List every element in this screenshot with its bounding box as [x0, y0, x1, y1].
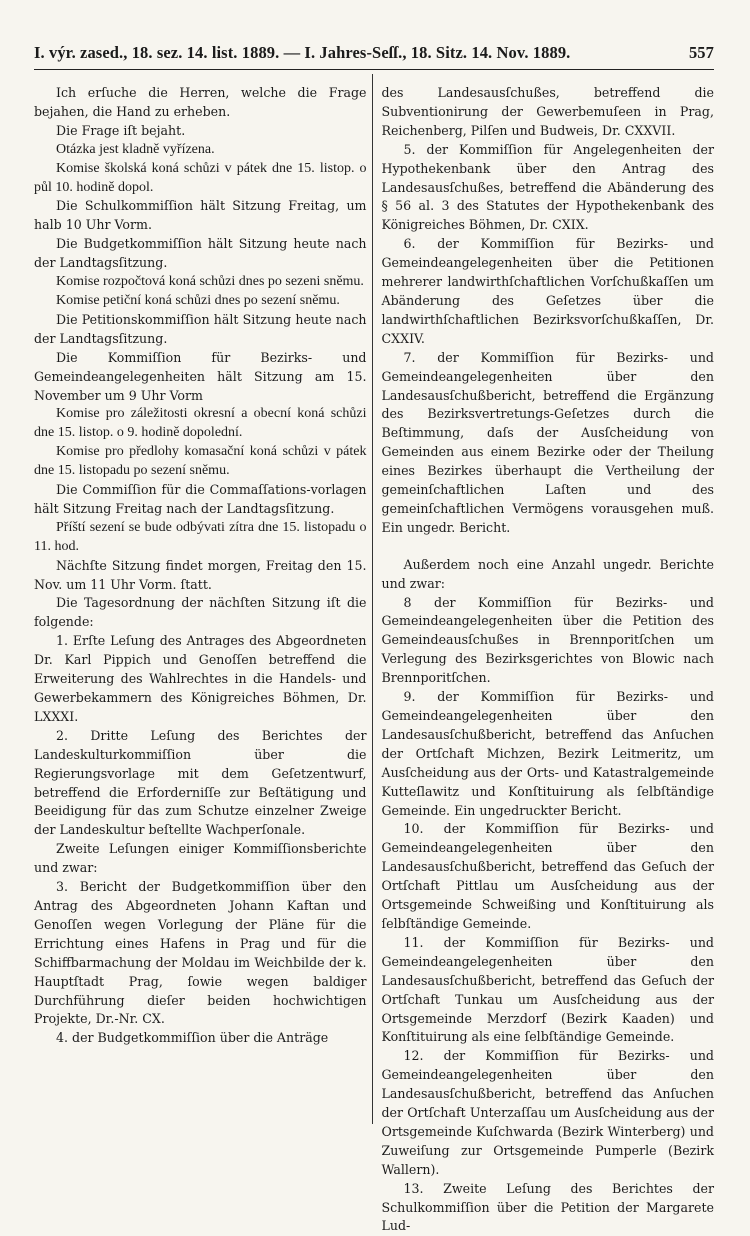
- paragraph: des Landesausſchußes, betreffend die Subventionirung der Gewerbemuſeen in Prag, Reichenberg, Pilſen und Budweis, Dr. CXXVII.: [381, 85, 714, 138]
- paragraph-czech: Příští sezení se bude odbývati zítra dne 15. listopadu o 11. hod.: [34, 519, 367, 554]
- paragraph: Die Kommiſſion für Bezirks- und Gemeindeangelegenheiten hält Sitzung am 15. November um 9 Uhr Vorm: [34, 349, 367, 403]
- agenda-item-3: 3. Bericht der Budgetkommiſſion über den Antrag des Abgeordneten Johann Kaftan und Genoſſen wegen Vorlegung der Pläne für die Errichtung eines Hafens in Prag und für die Schiffbarmachung der Moldau im Weichbilde der k. Hauptſtadt Prag, ſowie wegen baldiger Durchführung dieſer beiden hochwichtigen Projekte, Dr.-Nr. CX.: [34, 879, 367, 1027]
- agenda-item-12: 12. der Kommiſſion für Bezirks- und Gemeindeangelegenheiten über den Landesausſchußbericht, betreffend das Anſuchen der Ortſchaft Unterzaſſau um Ausſcheidung aus der Ortsgemeinde Kuſchwarda (Bezirk Winterberg) und Zuweiſung zur Ortsgemeinde Pumperle (Bezirk Wallern).: [381, 1048, 714, 1177]
- agenda-item-5: 5. der Kommiſſion für Angelegenheiten der Hypothekenbank über den Antrag des Landesausſchußes, betreffend die Abänderung des § 56 al. 3 des Statutes der Hypothekenbank des Königreiches Böhmen, Dr. CXIX.: [381, 141, 714, 233]
- paragraph: Außerdem noch eine Anzahl ungedr. Berichte und zwar:: [381, 556, 714, 591]
- agenda-item-8: 8 der Kommiſſion für Bezirks- und Gemeindeangelegenheiten über die Petition des Gemeindeausſchußes in Brennporitſchen um Verlegung des Bezirksgerichtes von Blowic nach Brennporitſchen.: [381, 594, 714, 686]
- agenda-item-1: 1. Erſte Leſung des Antrages des Abgeordneten Dr. Karl Pippich und Genoſſen betreffend die Erweiterung des Wahlrechtes in die Handels- und Gewerbekammern des Königreiches Böhmen, Dr. LXXXI.: [34, 633, 367, 724]
- page-header: [34, 30, 714, 70]
- agenda-item-4: 4. der Budgetkommiſſion über die Anträge: [56, 1030, 329, 1046]
- left-column: [34, 84, 374, 1236]
- paragraph-czech: Otázka jest kladně vyřízena.: [56, 141, 215, 157]
- paragraph: Die Schulkommiſſion hält Sitzung Freitag, um halb 10 Uhr Vorm.: [34, 198, 367, 233]
- paragraph-czech: Komise petiční koná schůzi dnes po sezení sněmu.: [56, 292, 340, 308]
- agenda-item-2: 2. Dritte Leſung des Berichtes der Landeskulturkommiſſion über die Regierungsvorlage mit dem Geſetzentwurf, betreffend die Erforderniſſe zur Beſtätigung und Beeidigung für das zum Schutze einzelner Zweige der Landeskultur beſtellte Wachperſonale.: [34, 727, 367, 838]
- paragraph-czech: Komise rozpočtová koná schůzi dnes po sezeni sněmu.: [56, 274, 364, 290]
- agenda-item-11: 11. der Kommiſſion für Bezirks- und Gemeindeangelegenheiten über den Landesausſchußbericht, betreffend das Geſuch der Ortſchaft Tunkau um Ausſcheidung aus der Ortsgemeinde Merzdorf (Bezirk Kaaden) und Konſtituirung als eine ſelbſtändige Gemeinde.: [381, 934, 714, 1045]
- paragraph-czech: Komise pro záležitosti okresní a obecní koná schůzi dne 15. listop. o 9. hodině dopolední.: [34, 406, 367, 441]
- paragraph: Die Commiſſion für die Commaſſations-vorlagen hält Sitzung Freitag nach der Landtagsſitzung.: [34, 482, 367, 516]
- agenda-item-13: 13. Zweite Leſung des Berichtes der Schulkommiſſion über die Petition der Margarete Lud-: [381, 1180, 714, 1234]
- right-column: [374, 84, 715, 1236]
- paragraph: Die Budgetkommiſſion hält Sitzung heute nach der Landtagsſitzung.: [34, 236, 367, 271]
- column-divider: [372, 74, 373, 1124]
- paragraph: Die Petitionskommiſſion hält Sitzung heute nach der Landtagsſitzung.: [34, 311, 367, 346]
- agenda-item-10: 10. der Kommiſſion für Bezirks- und Gemeindeangelegenheiten über den Landesausſchußbericht, betreffend das Geſuch der Ortſchaft Pittlau um Ausſcheidung aus der Ortsgemeinde Schweißing und Konſtituirung als ſelbſtändige Gemeinde.: [381, 821, 714, 931]
- two-column-body: [34, 84, 714, 1236]
- paragraph: Nächſte Sitzung findet morgen, Freitag den 15. Nov. um 11 Uhr Vorm. ſtatt.: [34, 557, 367, 592]
- agenda-item-9: 9. der Kommiſſion für Bezirks- und Gemeindeangelegenheiten über den Landesausſchußbericht, betreffend das Anſuchen der Ortſchaft Michzen, Bezirk Leitmeritz, um Ausſcheidung aus der Orts- und Katastralgemeinde Kutteſlawitz und Konſtituirung als ſelbſtändige Gemeinde. Ein ungedruckter Bericht.: [381, 689, 714, 818]
- paragraph: Die Tagesordnung der nächſten Sitzung iſt die folgende:: [34, 595, 367, 630]
- paragraph: Die Frage iſt bejaht.: [56, 122, 186, 138]
- agenda-item-6: 6. der Kommiſſion für Bezirks- und Gemeindeangelegenheiten über die Petitionen mehrerer landwirthſchaftlichen Vorſchußkaſſen um Abänderung des Geſetzes über die landwirthſchaftlichen Bezirksvorſchußkaſſen, Dr. CXXIV.: [381, 236, 714, 346]
- page-number: 557: [688, 43, 714, 62]
- paragraph: Zweite Leſungen einiger Kommiſſionsberichte und zwar:: [34, 841, 367, 876]
- running-head: I. výr. zased., 18. sez. 14. list. 1889. — I. Jahres-Seſſ., 18. Sitz. 14. Nov. 1889.: [34, 43, 571, 62]
- paragraph-czech: Komise pro předlohy komasační koná schůzi v pátek dne 15. listopadu po sezení sněmu.: [34, 444, 367, 479]
- agenda-item-7: 7. der Kommiſſion für Bezirks- und Gemeindeangelegenheiten über den Landesausſchußbericht, betreffend die Ergänzung des Bezirksvertretungs-Geſetzes durch die Beſtimmung, daſs der Ausſcheidung von Gemeinden aus einem Bezirke oder der Theilung eines Bezirkes überhaupt die Vertheilung der gemeinſchaftlichen Laſten und des gemeinſchaftlichen Vermögens vorausgehen muß. Ein ungedr. Bericht.: [381, 349, 714, 535]
- paragraph-czech: Komise školská koná schůzi v pátek dne 15. listop. o půl 10. hodině dopol.: [34, 160, 367, 195]
- paragraph: Ich erſuche die Herren, welche die Frage bejahen, die Hand zu erheben.: [34, 85, 367, 119]
